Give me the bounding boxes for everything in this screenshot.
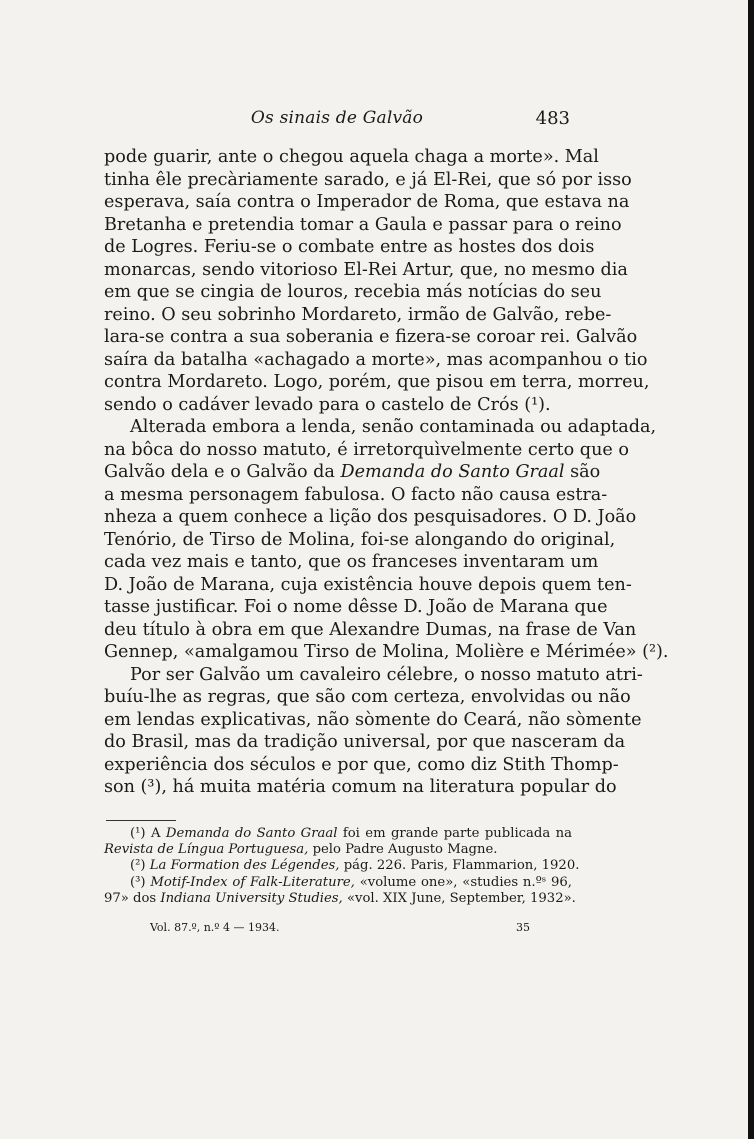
- footnote-title: Demanda do Santo Graal: [165, 826, 338, 841]
- signature-line: [120, 921, 530, 937]
- page-number: 483: [535, 108, 570, 129]
- running-header: [104, 108, 570, 132]
- text-line: pode guarir, ante o chegou aquela chaga a morte». Mal: [104, 147, 599, 167]
- text-line: esperava, saía contra o Imperador de Roma, que estava na: [104, 192, 630, 212]
- text-line: buíu-lhe as regras, que são com certeza, envolvidas ou não: [104, 687, 631, 707]
- text-line: saíra da batalha «achagado a morte», mas acompanhou o tio: [104, 349, 648, 370]
- footnote-marker: (¹) A: [130, 826, 161, 841]
- text-line: tinha êle precàriamente sarado, e já El-Rei, que só por isso: [104, 169, 632, 190]
- text-line: experiência dos séculos e por que, como diz Stith Thomp-: [104, 754, 619, 775]
- text-segment: são: [570, 462, 601, 482]
- footnote-line: [104, 858, 580, 874]
- footnote-title: Indiana University Studies,: [160, 890, 343, 906]
- text-line: D. João de Marana, cuja existência houve depois quem ten-: [104, 574, 632, 595]
- page-edge: [748, 0, 754, 1139]
- footnote-text: «vol. XIX June, September, 1932».: [346, 890, 576, 906]
- footnote-line: [104, 826, 572, 842]
- footnote-line: [104, 842, 572, 858]
- text-line: deu título à obra em que Alexandre Dumas, na frase de Van: [104, 619, 637, 640]
- footnote-rule: [106, 820, 176, 821]
- text-line: do Brasil, mas da tradição universal, por que nasceram da: [104, 732, 626, 752]
- text-line: sendo o cadáver levado para o castelo de Crós (¹).: [104, 394, 551, 415]
- footnote-title: Revista de Língua Portuguesa,: [104, 842, 309, 858]
- footnotes: [104, 826, 580, 907]
- footnote-text: pelo Padre Augusto Magne.: [312, 842, 498, 858]
- footnote-text: foi em grande parte publicada na: [342, 826, 572, 841]
- text-line: son (³), há muita matéria comum na literatura popular do: [104, 777, 617, 797]
- footnote-text: «volume one», «studies n.ºˢ 96,: [359, 874, 572, 890]
- footnote-text: pág. 226. Paris, Flammarion, 1920.: [343, 858, 580, 874]
- text-line: Por ser Galvão um cavaleiro célebre, o nosso matuto atri-: [130, 664, 643, 685]
- text-line: Gennep, «amalgamou Tirso de Molina, Molière e Mérimée» (²).: [104, 642, 669, 662]
- text-line: contra Mordareto. Logo, porém, que pisou em terra, morreu,: [104, 372, 650, 392]
- text-line: monarcas, sendo vitorioso El-Rei Artur, que, no mesmo dia: [104, 259, 628, 280]
- text-line: de Logres. Feriu-se o combate entre as hostes dos dois: [104, 237, 595, 257]
- signature-mark: Vol. 87.º, n.º 4 — 1934.: [150, 921, 280, 934]
- italic-title: Demanda do Santo Graal: [340, 462, 565, 482]
- signature-number: 35: [516, 921, 530, 934]
- text-line: na bôca do nosso matuto, é irretorquìvelmente certo que o: [104, 439, 629, 460]
- text-line: em lendas explicativas, não sòmente do Ceará, não sòmente: [104, 709, 642, 730]
- footnote-text: 97» dos: [104, 890, 157, 906]
- text-line: cada vez mais e tanto, que os franceses inventaram um: [104, 552, 599, 572]
- text-line: em que se cingia de louros, recebia más notícias do seu: [104, 282, 602, 302]
- text-line: a mesma personagem fabulosa. O facto não causa estra-: [104, 484, 608, 505]
- footnote-marker: (²): [130, 858, 146, 874]
- text-line: Tenório, de Tirso de Molina, foi-se alongando do original,: [104, 529, 616, 550]
- footnote-title: La Formation des Légendes,: [149, 858, 340, 874]
- text-line: reino. O seu sobrinho Mordareto, irmão de Galvão, rebe-: [104, 304, 612, 325]
- running-title: Os sinais de Galvão: [250, 108, 424, 128]
- text-line: tasse justificar. Foi o nome dêsse D. João de Marana que: [104, 597, 608, 617]
- footnote-line: [104, 875, 572, 891]
- body-text: [104, 146, 669, 799]
- text-line: [104, 461, 601, 484]
- text-segment: Galvão dela e o Galvão da: [104, 462, 335, 482]
- footnote-line: [104, 890, 576, 907]
- footnote-marker: (³): [130, 874, 146, 890]
- text-line: Alterada embora a lenda, senão contaminada ou adaptada,: [130, 417, 657, 437]
- footnote-title: Motif-Index of Falk-Literature,: [150, 874, 355, 890]
- text-line: nheza a quem conhece a lição dos pesquisadores. O D. João: [104, 507, 637, 527]
- text-line: Bretanha e pretendia tomar a Gaula e passar para o reino: [104, 214, 622, 235]
- text-line: lara-se contra a sua soberania e fizera-se coroar rei. Galvão: [104, 327, 638, 347]
